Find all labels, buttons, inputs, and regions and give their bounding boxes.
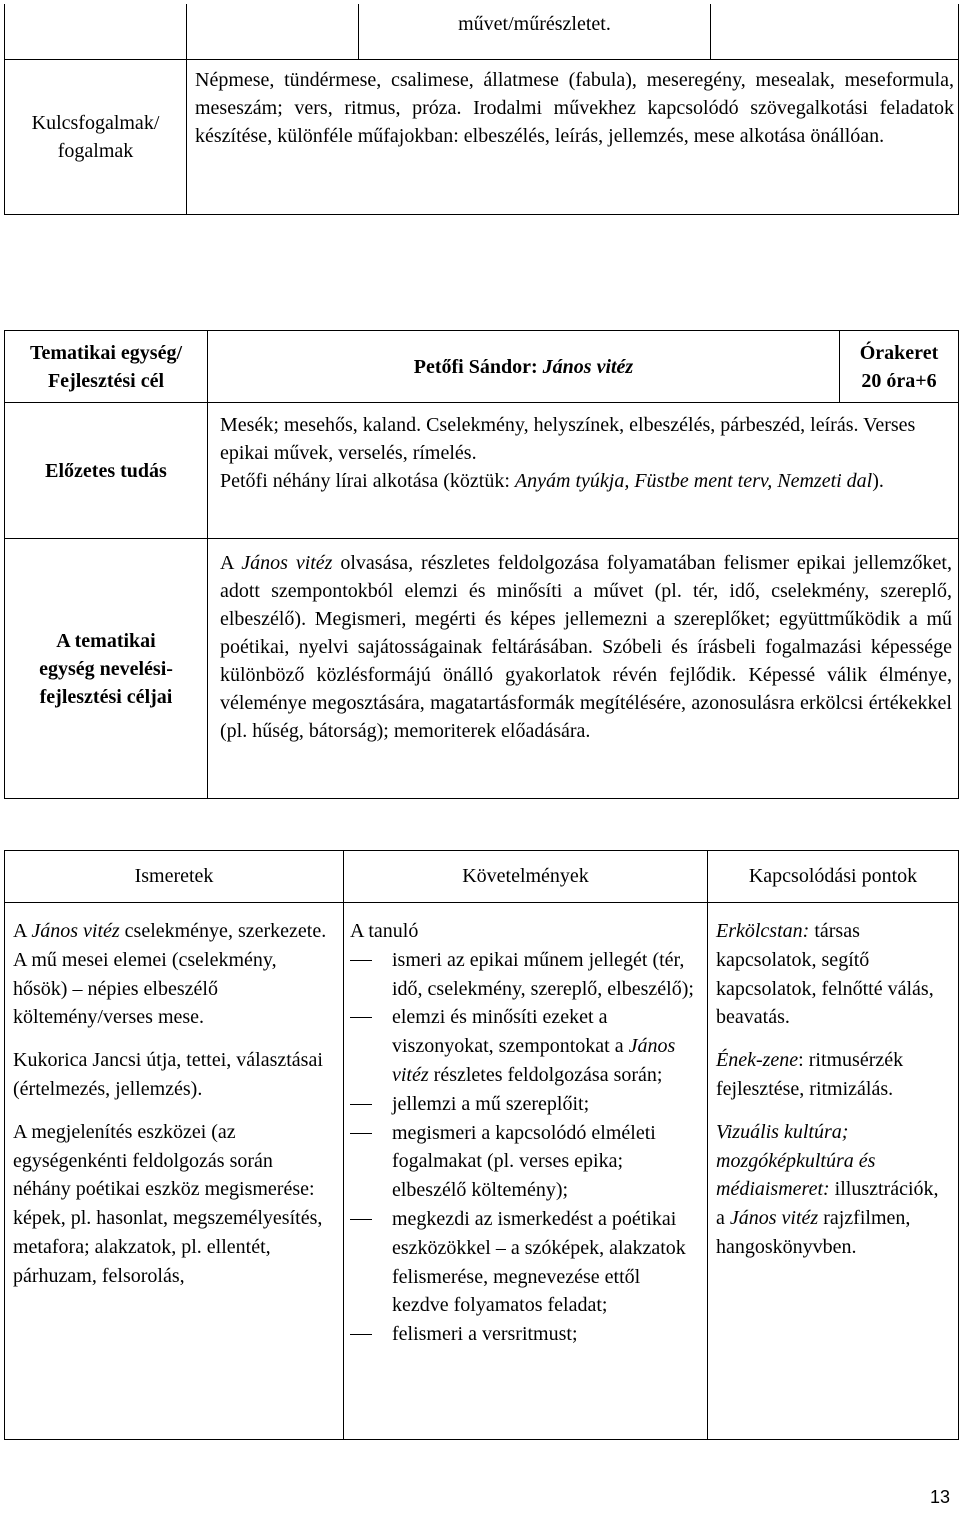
kulcsfogalmak-text-cell: [187, 59, 959, 214]
celok-label: egység nevelési-: [39, 657, 173, 680]
top-row-cell: [359, 4, 711, 59]
text-italic: János vitéz: [31, 920, 120, 942]
text-part: társas kapcsolatok, segítő kapcsolatok, felnőtté válás, beavatás.: [716, 920, 934, 1029]
header-label: Követelmények: [462, 865, 589, 888]
ismeretek-paragraph: A megjelenítés eszközei (az egységenkénti feldolgozás során néhány poétikai eszköz megismerése: képek, pl. hasonlat, megszemélyesítés, metafora; alakzatok, pl. ellentét, párhuzam, felsorolás,: [13, 1120, 323, 1287]
header-label: Ismeretek: [134, 865, 214, 888]
ismeretek-paragraph: A mű mesei elemei (cselekmény, hősök) – népies elbeszélő költemény/verses mese.: [13, 948, 277, 1029]
unit-title-cell: [208, 331, 840, 403]
text-italic: János vitéz: [392, 1035, 676, 1086]
orakeret-value: 20 óra+6: [861, 369, 937, 392]
list-item: [350, 1003, 699, 1089]
list-item: jellemzi a mű szereplőit;: [350, 1090, 699, 1119]
ismeretek-paragraph: Kukorica Jancsi útja, tettei, választásai (értelmezés, jellemzés).: [13, 1049, 323, 1100]
top-row-text: művet/műrészletet.: [458, 13, 611, 35]
unit-table: [4, 330, 959, 799]
orakeret-label: Órakeret: [859, 341, 939, 364]
empty-cell: [187, 4, 359, 59]
celok-text-italic: János vitéz: [241, 552, 333, 574]
elozetes-label: Előzetes tudás: [45, 459, 167, 482]
kovetelmenyek-intro: A tanuló: [350, 920, 419, 942]
ismeretek-paragraph: [13, 917, 333, 946]
orakeret-cell: [840, 331, 959, 403]
header-ismeretek: [5, 851, 344, 903]
kulcsfogalmak-table: [4, 4, 959, 215]
elozetes-text: Mesék; mesehős, kaland. Cselekmény, helyszínek, elbeszélés, párbeszéd, leírás. Verses epikai művek, verselés, rímelés.: [220, 414, 916, 464]
elozetes-text-part: Petőfi néhány lírai alkotása (köztük:: [220, 470, 515, 492]
unit-title: Petőfi Sándor:: [413, 355, 543, 378]
kapcsolodasi-paragraph: [716, 917, 952, 1032]
kovetelmenyek-cell: [344, 903, 708, 1440]
unit-label-cell: [5, 331, 208, 403]
empty-cell: [5, 4, 187, 59]
text-italic: Ének-zene: [716, 1049, 799, 1072]
header-kovetelmenyek: [344, 851, 708, 903]
list-item: felismeri a versritmust;: [350, 1320, 699, 1349]
celok-label-cell: [5, 539, 208, 799]
elozetes-label-cell: [5, 403, 208, 539]
unit-label: Fejlesztési cél: [47, 369, 165, 392]
text-part: részletes feldolgozása során;: [428, 1063, 663, 1086]
page-number: 13: [929, 1487, 950, 1507]
kapcsolodasi-paragraph: [716, 1118, 952, 1262]
content-grid: [4, 850, 959, 1440]
celok-text-cell: [208, 539, 959, 799]
kapcsolodasi-cell: [708, 903, 959, 1440]
list-item: megismeri a kapcsolódó elméleti fogalmakat (pl. verses epika; elbeszélő költemény);: [350, 1119, 699, 1205]
kapcsolodasi-paragraph: [716, 1046, 952, 1104]
text-italic: Erkölcstan:: [716, 920, 810, 942]
elozetes-text-cell: [208, 403, 959, 539]
kulcsfogalmak-label: fogalmak: [57, 139, 134, 162]
text-part: rajzfilmen, hangoskönyvben.: [716, 1207, 911, 1258]
text-part: elemzi és minősíti ezeket a viszonyokat, szempontokat a: [392, 1006, 629, 1058]
list-item: ismeri az epikai műnem jellegét (tér, idő, cselekmény, szereplő, elbeszélő);: [350, 946, 699, 1004]
text-italic: János vitéz: [729, 1207, 819, 1230]
list-item: megkezdi az ismerkedést a poétikai eszközökkel – a szóképek, alakzatok felismerése, megnevezése ettől kezdve folyamatos feladat;: [350, 1205, 699, 1320]
text-italic: Vizuális kultúra; mozgóképkultúra és médiaismeret:: [716, 1120, 876, 1201]
celok-label: fejlesztési céljai: [39, 685, 173, 708]
kulcsfogalmak-label: Kulcsfogalmak/: [31, 111, 160, 134]
celok-text-part: A: [220, 552, 242, 574]
text-part: : ritmusérzék fejlesztése, ritmizálás.: [716, 1049, 904, 1100]
kulcsfogalmak-text: Népmese, tündérmese, csalimese, állatmese (fabula), meseregény, mesealak, meseformula, meseszám; vers, ritmus, próza. Irodalmi művekhez kapcsolódó szövegalkotási feladatok készítése, különféle műfajokban: elbeszélés, leírás, jellemzés, mese alkotása önállóan.: [195, 68, 954, 147]
ismeretek-cell: [5, 903, 344, 1440]
text-part: cselekménye, szerkezete.: [119, 920, 327, 942]
celok-label: A tematikai: [56, 629, 156, 652]
text-part: illusztrációk, a: [716, 1178, 939, 1230]
text-part: A: [13, 920, 32, 942]
unit-label: Tematikai egység/: [29, 341, 183, 364]
elozetes-text-part: ).: [872, 470, 884, 492]
header-kapcsolodasi: [708, 851, 959, 903]
elozetes-text-2: [220, 467, 952, 495]
unit-title-italic: János vitéz: [542, 355, 634, 378]
celok-text: olvasása, részletes feldolgozása folyamatában felismer epikai jellemzőket, adott szempontokból elemzi és minősíti a művet (pl. tér, idő, cselekmény, szereplő, elbeszélő). Megismeri, megérti és képes jellemezni a szereplőket; együttműködik a mű poétikai, nyelvi sajátosságainak feltárásában. Szóbeli és írásbeli fogalmazási képessége különböző közlésformájú önálló gyakorlatok révén fejlődik. Képessé válik élménye, véleménye megosztására, magatartásformák megítélésére, azonosulásra erkölcsi értékekkel (pl. hűség, bátorság); memoriterek előadására.: [220, 552, 952, 742]
kulcsfogalmak-label-cell: [5, 59, 187, 214]
elozetes-text-italic: Anyám tyúkja, Füstbe ment terv, Nemzeti dal: [514, 470, 873, 492]
header-label: Kapcsolódási pontok: [748, 865, 918, 888]
empty-cell: [711, 4, 959, 59]
